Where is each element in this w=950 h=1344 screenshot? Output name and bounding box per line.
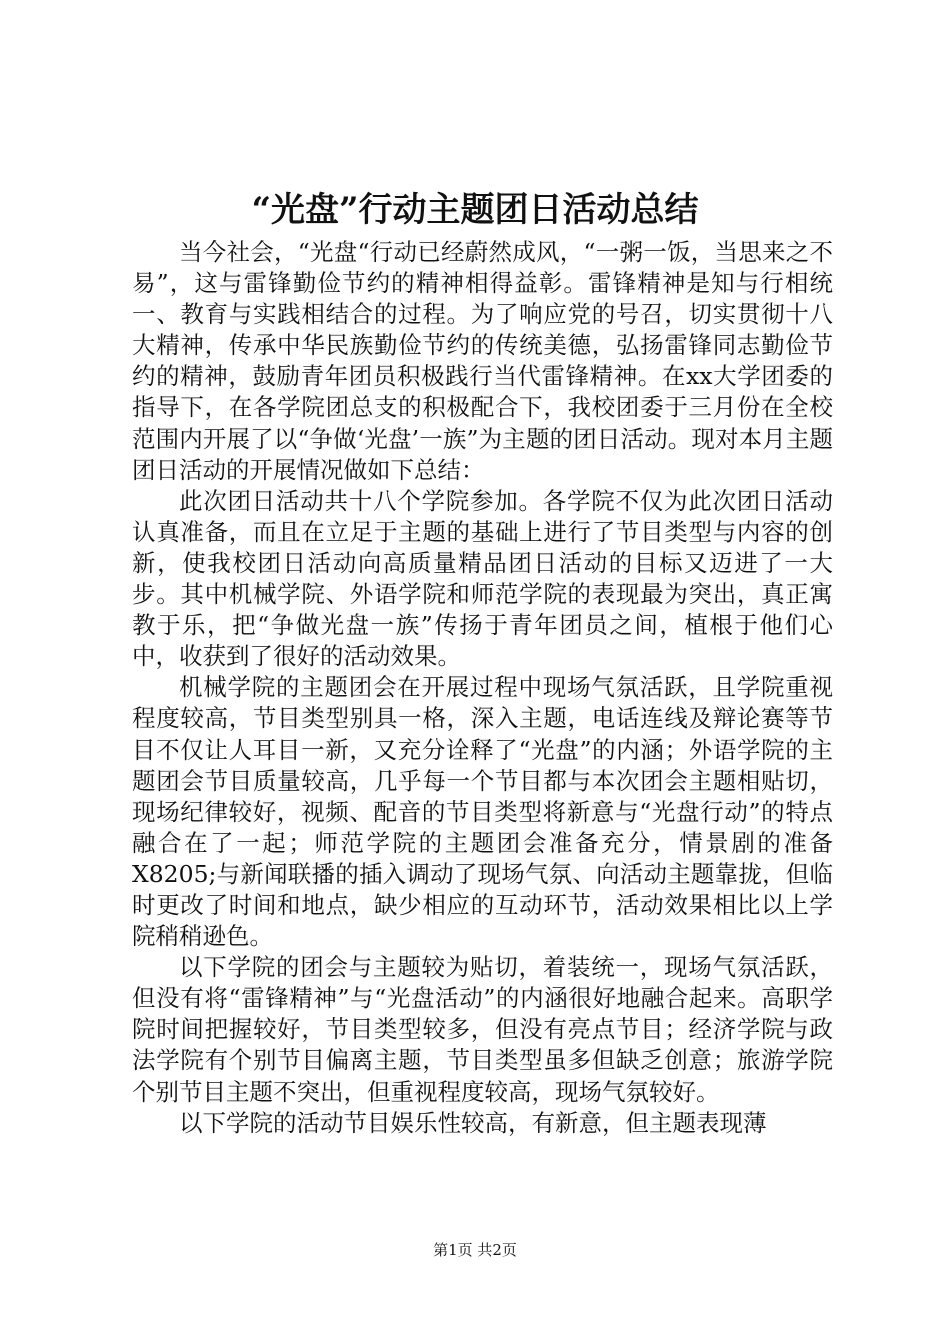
page-footer: 第1页 共2页 [433, 1241, 517, 1259]
document-title: “光盘”行动主题团日活动总结 [251, 190, 699, 230]
paragraph: 以下学院的活动节目娱乐性较高，有新意，但主题表现薄 [179, 1108, 767, 1137]
paragraph: 此次团日活动共十八个学院参加。各学院不仅为此次团日活动认真准备，而且在立足于主题的基础上进行了节目类型与内容的创新，使我校团日活动向高质量精品团日活动的目标又迈进了一大步。其中机械学院、外语学院和师范学院的表现最为突出，真正寓教于乐，把“争做光盘一族”传扬于青年团员之间，植根于他们心中，收获到了很好的活动效果。 [132, 486, 833, 671]
document-body [132, 237, 833, 1139]
paragraph: 机械学院的主题团会在开展过程中现场气氛活跃，且学院重视程度较高，节目类型别具一格，深入主题，电话连线及辩论赛等节目不仅让人耳目一新，又充分诠释了“光盘”的内涵；外语学院的主题团会节目质量较高，几乎每一个节目都与本次团会主题相贴切，现场纪律较好，视频、配音的节目类型将新意与“光盘行动”的特点融合在了一起；师范学院的主题团会准备充分，情景剧的准备X8205;与新闻联播的插入调动了现场气氛、向活动主题靠拢，但临时更改了时间和地点，缺少相应的互动环节，活动效果相比以上学院稍稍逊色。 [132, 673, 833, 951]
paragraph: 以下学院的团会与主题较为贴切，着装统一，现场气氛活跃，但没有将“雷锋精神”与“光盘活动”的内涵很好地融合起来。高职学院时间把握较好，节目类型较多，但没有亮点节目；经济学院与政法学院有个别节目偏离主题，节目类型虽多但缺乏创意；旅游学院个别节目主题不突出，但重视程度较高，现场气氛较好。 [132, 953, 833, 1106]
paragraph: 当今社会，“光盘“行动已经蔚然成风，“一粥一饭，当思来之不易”，这与雷锋勤俭节约的精神相得益彰。雷锋精神是知与行相统一、教育与实践相结合的过程。为了响应党的号召，切实贯彻十八大精神，传承中华民族勤俭节约的传统美德，弘扬雷锋同志勤俭节约的精神，鼓励青年团员积极践行当代雷锋精神。在xx大学团委的指导下，在各学院团总支的积极配合下，我校团委于三月份在全校范围内开展了以“争做‘光盘’一族”为主题的团日活动。现对本月主题团日活动的开展情况做如下总结： [132, 238, 833, 484]
